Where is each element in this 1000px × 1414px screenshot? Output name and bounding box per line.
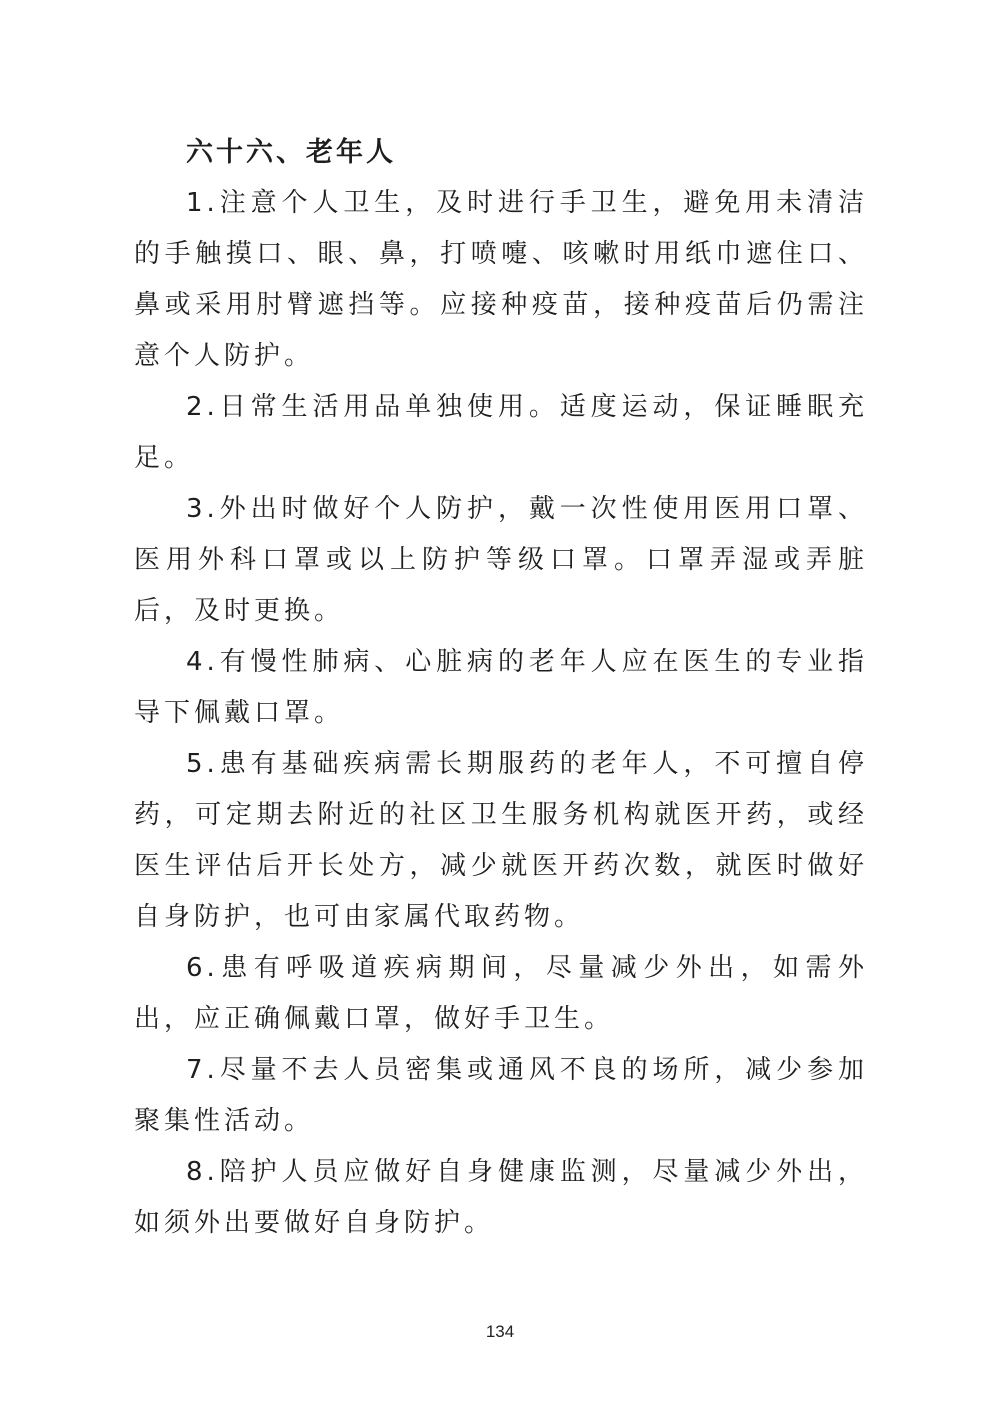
section-heading: 六十六、老年人	[186, 137, 396, 168]
paragraph-8: 8.陪护人员应做好自身健康监测，尽量减少外出，如须外出要做好自身防护。	[134, 1157, 868, 1238]
paragraph-6: 6.患有呼吸道疾病期间，尽量减少外出，如需外出，应正确佩戴口罩，做好手卫生。	[134, 953, 868, 1034]
paragraph-5: 5.患有基础疾病需长期服药的老年人，不可擅自停药，可定期去附近的社区卫生服务机构就医开药，或经医生评估后开长处方，减少就医开药次数，就医时做好自身防护，也可由家属代取药物。	[134, 749, 868, 932]
paragraph-2: 2.日常生活用品单独使用。适度运动，保证睡眠充足。	[134, 392, 868, 473]
paragraph-7: 7.尽量不去人员密集或通风不良的场所，减少参加聚集性活动。	[134, 1055, 868, 1136]
page-number: 134	[485, 1322, 515, 1341]
paragraph-1: 1.注意个人卫生，及时进行手卫生，避免用未清洁的手触摸口、眼、鼻，打喷嚏、咳嗽时用纸巾遮住口、鼻或采用肘臂遮挡等。应接种疫苗，接种疫苗后仍需注意个人防护。	[134, 188, 868, 371]
paragraph-4: 4.有慢性肺病、心脏病的老年人应在医生的专业指导下佩戴口罩。	[134, 647, 868, 728]
page-content	[134, 128, 868, 1249]
paragraph-3: 3.外出时做好个人防护，戴一次性使用医用口罩、医用外科口罩或以上防护等级口罩。口罩弄湿或弄脏后，及时更换。	[134, 494, 868, 626]
